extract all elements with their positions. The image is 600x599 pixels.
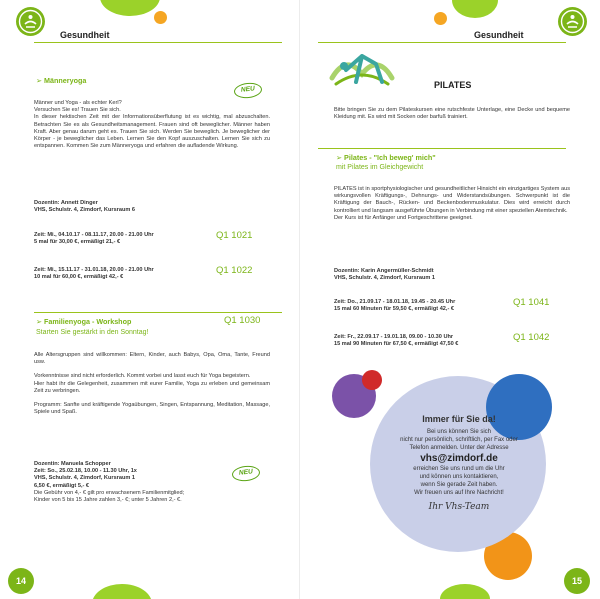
pilates-intro: Bitte bringen Sie zu dem Pilateskursen eine rutschfeste Unterlage, eine Decke und bequeme Kleidung mit. Es wird mit Socken oder barfuß trainiert. bbox=[334, 107, 570, 121]
section-rule bbox=[318, 148, 566, 149]
course-code: Q1 1030 bbox=[224, 315, 261, 326]
mens-yoga-title: ➢ Männeryoga bbox=[36, 76, 87, 85]
pilates-figure-icon bbox=[326, 44, 398, 92]
decor-circle-green bbox=[452, 0, 498, 18]
info-box-text: Immer für Sie da! Bei uns können Sie sich nicht nur persönlich, schriftlich, per Fax oder Telefon anmelden. Unter der Adresse vhs@zimdorf.de erreichen Sie uns rund um die Uhr und können uns kontaktieren, wenn Sie gerade Zeit haben. Wir freuen uns auf Ihre Nachricht! Ihr Vhs-Team bbox=[374, 414, 544, 512]
page-number: 15 bbox=[564, 568, 590, 594]
family-yoga-subtitle: Starten Sie gestärkt in den Sonntag! bbox=[36, 329, 149, 336]
arrow-icon: ➢ bbox=[336, 153, 345, 162]
course-code: Q1 1042 bbox=[513, 332, 550, 343]
decor-circle-green-bottom bbox=[440, 584, 490, 599]
course-code: Q1 1021 bbox=[216, 230, 253, 241]
yoga-figure-icon bbox=[16, 7, 45, 36]
family-yoga-title: ➢ Familienyoga - Workshop bbox=[36, 317, 132, 326]
pilates-course-subtitle: mit Pilates im Gleichgewicht bbox=[336, 164, 424, 171]
yoga-figure-icon bbox=[558, 7, 587, 36]
course-q1-1042: Zeit: Fr., 22.09.17 - 19.01.18, 09.00 - 10.30 Uhr 15 mal 90 Minuten für 67,50 €, ermäßigt 47,50 € bbox=[334, 334, 459, 348]
course-q1-1041: Zeit: Do., 21.09.17 - 18.01.18, 19.45 - 20.45 Uhr 15 mal 60 Minuten für 59,50 €, ermäßigt 42,- € bbox=[334, 299, 456, 313]
section-rule bbox=[34, 312, 282, 313]
header-rule bbox=[34, 42, 282, 43]
decor-circle-green-bottom bbox=[92, 584, 152, 599]
mens-yoga-lecturer: Dozentin: Annett Dinger VHS, Schulstr. 4, Zimdorf, Kursraum 6 bbox=[34, 200, 136, 214]
page-header: Gesundheit bbox=[474, 30, 524, 40]
right-page bbox=[300, 0, 600, 599]
course-code: Q1 1022 bbox=[216, 265, 253, 276]
course-q1-1021: Zeit: Mi., 04.10.17 - 08.11.17, 20.00 - 21.00 Uhr 5 mal für 30,00 €, ermäßigt 21,- € bbox=[34, 232, 154, 246]
course-code: Q1 1041 bbox=[513, 297, 550, 308]
yoga-logo bbox=[558, 7, 587, 36]
arrow-icon: ➢ bbox=[36, 76, 45, 85]
family-yoga-description: Alle Altersgruppen sind willkommen: Eltern, Kinder, auch Babys, Opa, Oma, Tante, Freund usw. Vorkenntnisse sind nicht erforderlich. Kommt vorbei und lasst euch für Yoga begeistern. Hier habt ihr die Gelegenheit, zusammen mit eurer Familie, Yoga zu erleben und gemeinsam Zeit zu verbringen. Programm: Sanfte und kräftigende Yogaübungen, Singen, Entspannung, Meditation, Massage, Spiele und Spaß. bbox=[34, 352, 270, 416]
decor-circle-orange bbox=[434, 12, 447, 25]
email-link[interactable]: vhs@zimdorf.de bbox=[420, 452, 498, 464]
neu-badge: NEU bbox=[233, 82, 262, 100]
page-number: 14 bbox=[8, 568, 34, 594]
page-header: Gesundheit bbox=[60, 30, 110, 40]
pilates-lecturer: Dozentin: Karin Angermüller-Schmidt VHS, Schulstr. 4, Zimdorf, Kursraum 1 bbox=[334, 268, 436, 282]
header-rule bbox=[318, 42, 566, 43]
decor-circle-red bbox=[362, 370, 382, 390]
decor-circle-orange bbox=[154, 11, 167, 24]
signature: Ihr Vhs-Team bbox=[428, 502, 490, 513]
neu-badge: NEU bbox=[231, 465, 260, 483]
info-box-heading: Immer für Sie da! bbox=[422, 414, 496, 424]
pilates-course-title: ➢ Pilates - "Ich beweg' mich" bbox=[336, 153, 436, 162]
mens-yoga-description: Männer und Yoga - als echter Kerl? Versuchen Sie es! Trauen Sie sich. In dieser hektischen Zeit mit der Informationsüberflutung ist es wichtig, mal abzuschalten. Betrachten Sie es als Gesundheitsmanagement. Frauen sind oft beweglicher. Männer haben Kraft. Aber genau darum geht es. Trauen Sie sich. Werden Sie beweglich. Je beweglicher der Körper - je beweglicher das Leben. Lernen Sie den Kopf auszuschalten. Lernen Sie sich zu entspannen. Kommen Sie zum Männeryoga und erfahren die aufladende Wirkung. bbox=[34, 100, 270, 150]
decor-circle-green bbox=[100, 0, 160, 16]
family-yoga-details: Dozentin: Manuela Schopper Zeit: So., 25.02.18, 10.00 - 11.30 Uhr, 1x VHS, Schulstr. 4, Zimdorf, Kursraum 1 6,50 €, ermäßigt 5,- € Die Gebühr von 4,- € gilt pro erwachsenem Familienmitglied; Kinder von 5 bis 15 Jahre zahlen 3,- €; unter 5 Jahren 2,- €. bbox=[34, 461, 185, 504]
pilates-description: PILATES ist in sportphysiologischer und gesundheitlicher Hinsicht ein einzigartiges System aus wirkungsvollen Kräftigungs-, Dehnungs- und Widerstandsübungen. Schwerpunkt ist die Kräftigung der Bauch-, Rücken- und Beckenbodenmuskulatur. Dies wird erreicht durch kontrolliert und langsam ausgeführte Übungen in Verbindung mit einer speziellen Atemtechnik. Der Kurs ist für Anfänger und Fortgeschrittene geeignet. bbox=[334, 186, 570, 221]
arrow-icon: ➢ bbox=[36, 317, 45, 326]
yoga-logo bbox=[16, 7, 45, 36]
course-q1-1022: Zeit: Mi., 15.11.17 - 31.01.18, 20.00 - 21.00 Uhr 10 mal für 60,00 €, ermäßigt 42,- € bbox=[34, 267, 154, 281]
pilates-title: PILATES bbox=[434, 80, 472, 90]
